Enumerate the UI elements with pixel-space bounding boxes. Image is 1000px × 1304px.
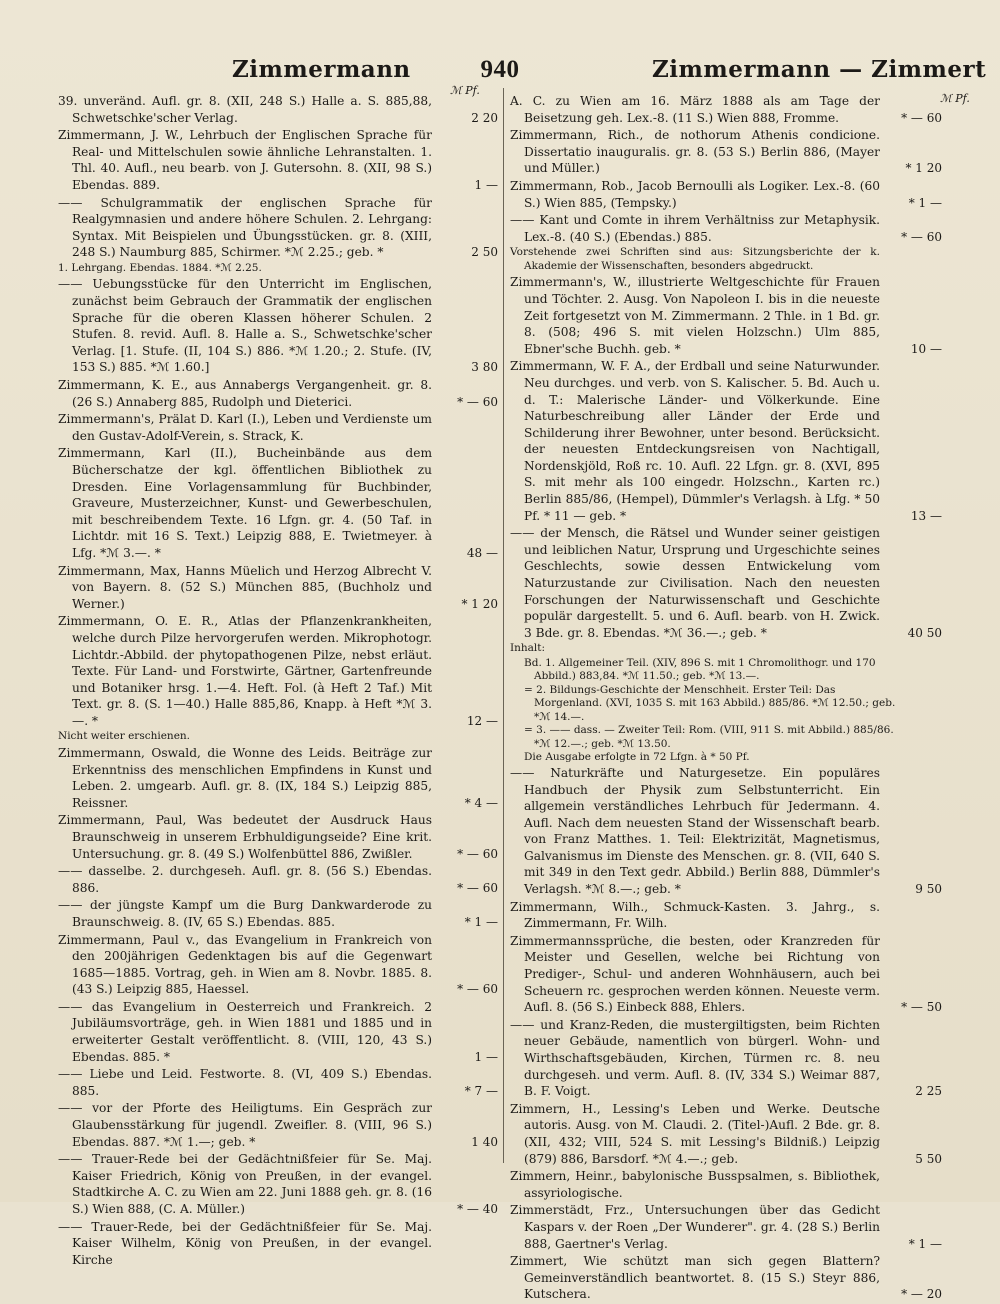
entry-text: Zimmert, Wie schützt man sich gegen Blattern? Gemeinverständlich beantwortet. 8. (15 S.) Steyr 886, Kutschera. (510, 1254, 880, 1302)
entry-text: Zimmermann, Paul v., das Evangelium in Frankreich von den 200jährigen Gedenktagen bis auf die Gegenwart 1685—1885. Vortrag, geh. in Wien am 8. Novbr. 1885. 8. (43 S.) Leipzig 885, Haessel. (58, 932, 432, 997)
running-head-left: Zimmermann (232, 56, 411, 83)
entry-price: * — 20 (901, 1287, 942, 1302)
bibliography-entry (510, 246, 942, 273)
entry-price: * — 60 (457, 846, 498, 861)
bibliography-entry (58, 377, 498, 410)
bibliography-entry (510, 1101, 942, 1167)
bibliography-entry (58, 276, 498, 376)
entry-price: 12 — (466, 713, 498, 728)
entry-price: * 7 — (464, 1083, 498, 1098)
entry-price: 9 50 (915, 882, 942, 897)
bibliography-entry (58, 93, 498, 126)
bibliography-entry (58, 730, 498, 744)
entry-price: * — 60 (457, 394, 498, 409)
bibliography-entry (510, 525, 942, 641)
bibliography-entry (58, 1100, 498, 1150)
bibliography-entry (58, 999, 498, 1065)
contents-volume-line: Die Ausgabe erfolgte in 72 Lfgn. à * 50 Pf. (524, 751, 750, 764)
bibliography-entry (510, 93, 942, 126)
entry-price: 13 — (910, 508, 942, 523)
entry-price: * — 60 (457, 982, 498, 997)
entry-text: —— Trauer-Rede, bei der Gedächtnißfeier für Se. Maj. Kaiser Wilhelm, König von Preußen, in der evangel. Kirche (58, 1219, 432, 1267)
bibliography-entry (58, 1066, 498, 1099)
bibliography-entry (58, 745, 498, 811)
bibliography-entry (58, 563, 498, 613)
entry-price: 1 — (474, 177, 498, 192)
entry-text: Zimmermann, Wilh., Schmuck-Kasten. 3. Jahrg., s. Zimmermann, Fr. Wilh. (510, 899, 880, 931)
entry-price: * 1 20 (905, 161, 942, 176)
entry-price: 5 50 (915, 1151, 942, 1166)
bibliography-entry (58, 812, 498, 862)
entry-text: A. C. zu Wien am 16. März 1888 als am Tage der Beisetzung geh. Lex.-8. (11 S.) Wien 888, Fromme. (510, 94, 880, 125)
entry-price: 48 — (466, 545, 498, 560)
entry-text: Zimmermann, J. W., Lehrbuch der Englischen Sprache für Real- und Mittelschulen sowie ähnliche Lehranstalten. 1. Thl. 40. Aufl., neu bearb. von J. Gutersohn. 8. (XII, 98 S.) Ebendas. 889. (58, 128, 432, 192)
entry-text: —— Liebe und Leid. Festworte. 8. (VI, 409 S.) Ebendas. 885. (58, 1067, 432, 1098)
entry-text: Zimmermann, Karl (II.), Bucheinbände aus dem Bücherschatze der kgl. öffentlichen Bibliothek zu Dresden. Eine Vorlagensammlung für Buchbinder, Graveure, Musterzeichner, Kunst- und Gewerbeschulen, mit beschreibendem Texte. 16 Lfgn. gr. 4. (50 Taf. in Lichtdr. mit 16 S. Text.) Leipzig 888, E. Twietmeyer. à Lfg. *ℳ 3.—. * (58, 446, 432, 560)
entry-text: Zimmern, Heinr., babylonische Busspsalmen, s. Bibliothek, assyriologische. (510, 1169, 880, 1200)
entry-text: Zimmermann, K. E., aus Annabergs Vergangenheit. gr. 8. (26 S.) Annaberg 885, Rudolph und Dieterici. (58, 378, 432, 409)
entry-text: —— und Kranz-Reden, die mustergiltigsten, beim Richten neuer Gebäude, namentlich von bürgerl. Wohn- und Wirthschaftsgebäuden, Kirchen, Türmen rc. 8. neu durchgeseh. und verm. Aufl. 8. (IV, 334 S.) Weimar 887, B. F. Voigt. (510, 1017, 880, 1099)
entry-price: 1 40 (471, 1134, 498, 1149)
bibliography-entry (58, 127, 498, 193)
entry-text: —— das Evangelium in Oesterreich und Frankreich. 2 Jubiläumsvorträge, geh. in Wien 1881 und 1885 und in erweiterter Gestalt veröffentlicht. 8. (VIII, 120, 43 S.) Ebendas. 885. * (58, 999, 432, 1064)
entry-text: Vorstehende zwei Schriften sind aus: Sitzungsberichte der k. Akademie der Wissenschaften, besonders abgedruckt. (510, 246, 880, 272)
bibliography-entry (510, 212, 942, 245)
right-column (510, 93, 942, 1304)
entry-text: —— dasselbe. 2. durchgeseh. Aufl. gr. 8. (56 S.) Ebendas. 886. (58, 864, 432, 895)
bibliography-entry (58, 613, 498, 729)
contents-volume-line: Bd. 1. Allgemeiner Teil. (XIV, 896 S. mit 1 Chromolithogr. und 170 Abbild.) 883,84. *ℳ 11.50.; geb. *ℳ 13.—. (524, 656, 876, 683)
bibliography-entry (510, 1253, 942, 1303)
entry-text: Zimmermann, W. F. A., der Erdball und seine Naturwunder. Neu durchges. und verb. von S. Kalischer. 5. Bd. Auch u. d. T.: Malerische Länder- und Völkerkunde. Eine Naturbeschreibung aller Länder der Erde und Schilderung ihrer Bewohner, unter besond. Berücksicht. der neuesten Entdeckungsreisen von Nachtigall, Nordenskjöld, Roß rc. 10. Aufl. 22 Lfgn. gr. 8. (XVI, 895 S. mit mehr als 100 eingedr. Holzschn., Karten rc.) Berlin 885/86, (Hempel), Dümmler's Verlagsh. à Lfg. * 50 Pf. * 11 — geb. * (510, 359, 880, 523)
entry-text: Zimmerstädt, Frz., Untersuchungen über das Gedicht Kaspars v. der Roen „Der Wunderer". gr. 4. (28 S.) Berlin 888, Gaertner's Verlag. (510, 1203, 880, 1251)
entry-text: Zimmermannssprüche, die besten, oder Kranzreden für Meister und Gesellen, welche bei Richtung von Prediger-, Schul- und anderen Wohnhäusern, auch bei Scheuern rc. gesprochen werden können. Neueste verm. Aufl. 8. (56 S.) Einbeck 888, Ehlers. (510, 933, 880, 1015)
bibliography-entry (510, 933, 942, 1016)
contents-volume-line: = 2. Bildungs-Geschichte der Menschheit. Erster Teil: Das Morgenland. (XVI, 1035 S. mit 163 Abbild.) 885/86. *ℳ 12.50.; geb. *ℳ 14.—. (524, 683, 896, 723)
entry-text: Zimmermann, Oswald, die Wonne des Leids. Beiträge zur Erkenntniss des menschlichen Empfindens in Kunst und Leben. 2. umgearb. Aufl. gr. 8. (IX, 184 S.) Leipzig 885, Reissner. (58, 745, 432, 810)
column-divider (503, 88, 504, 1163)
entry-text: —— Uebungsstücke für den Unterricht im Englischen, zunächst beim Gebrauch der Grammatik der englischen Sprache für die oberen Klassen höherer Schulen. 2 Stufen. 8. revid. Aufl. 8. Halle a. S., Schwetschke'scher Verlag. [1. Stufe. (II, 104 S.) 886. *ℳ 1.20.; 2. Stufe. (IV, 153 S.) 885. *ℳ 1.60.] (58, 277, 432, 375)
bibliography-entry (510, 899, 942, 932)
entry-price: * — 40 (457, 1202, 498, 1216)
running-head-right: Zimmermann — Zimmert (652, 56, 987, 83)
entry-text: Zimmern, H., Lessing's Leben und Werke. Deutsche autoris. Ausg. von M. Claudi. 2. (Titel-)Aufl. 2 Bde. gr. 8. (XII, 432; VIII, 524 S. mit Lessing's Bildniß.) Leipzig (879) 886, Barsdorf. *ℳ 4.—.; geb. (510, 1101, 880, 1166)
bibliography-entry (58, 897, 498, 930)
entry-text: Zimmermann, Paul, Was bedeutet der Ausdruck Haus Braunschweig in unserem Erbhuldigungseide? Eine krit. Untersuchung. gr. 8. (49 S.) Wolfenbüttel 886, Zwißler. (58, 813, 432, 861)
entry-text: Zimmermann's, W., illustrierte Weltgeschichte für Frauen und Töchter. 2. Ausg. Von Napoleon I. bis in die neueste Zeit fortgesetzt von M. Zimmermann. 2 Thle. in 1 Bd. gr. 8. (508; 496 S. mit vielen Holzschn.) Ulm 885, Ebner'sche Buchh. geb. * (510, 275, 880, 356)
entry-price: * — 60 (457, 880, 498, 895)
entry-text: Zimmermann, Max, Hanns Müelich und Herzog Albrecht V. von Bayern. 8. (52 S.) München 885, (Buchholz und Werner.) (58, 563, 432, 611)
currency-head-right: ℳ Pf. (940, 92, 970, 105)
entry-price: 1 — (474, 1049, 498, 1064)
entry-text: Nicht weiter erschienen. (58, 730, 191, 743)
bibliography-entry (510, 1017, 942, 1100)
bibliography-entry (58, 411, 498, 444)
bibliography-entry (510, 642, 942, 656)
entry-text: Zimmermann, Rob., Jacob Bernoulli als Logiker. Lex.-8. (60 S.) Wien 885, (Tempsky.) (510, 178, 880, 210)
left-column (58, 93, 498, 1269)
contents-volume-line: = 3. —— dass. — Zweiter Teil: Rom. (VIII, 911 S. mit Abbild.) 885/86. *ℳ 12.—.; geb. *ℳ 13.50. (524, 724, 894, 750)
entry-text: Inhalt: (510, 642, 546, 655)
entry-price: * — 50 (901, 1000, 942, 1015)
entry-price: * — 60 (901, 110, 942, 125)
entry-text: Zimmermann, O. E. R., Atlas der Pflanzenkrankheiten, welche durch Pilze hervorgerufen werden. Mikrophotogr. Lichtdr.-Abbild. der phytopathogenen Pilze, nebst erläut. Texte. Für Land- und Forstwirte, Gärtner, Gartenfreunde und Botaniker hrsg. 1.—4. Heft. Fol. (à Heft 2 Taf.) Mit Text. gr. 8. (S. 1—40.) Halle 885,86, Knapp. à Heft *ℳ 3.—. * (58, 614, 432, 728)
entry-text: Zimmermann, Rich., de nothorum Athenis condicione. Dissertatio inauguralis. gr. 8. (53 S.) Berlin 886, (Mayer und Müller.) (510, 128, 880, 176)
entry-price: 2 50 (471, 245, 498, 260)
entry-price: 3 80 (471, 360, 498, 375)
entry-price: * 1 — (908, 195, 942, 210)
bibliography-entry (58, 1219, 498, 1269)
bibliography-entry (510, 127, 942, 177)
bibliography-entry (58, 262, 498, 276)
page-number: 940 (480, 56, 520, 83)
entry-price: * 1 — (464, 914, 498, 929)
entry-price: * 1 — (908, 1236, 942, 1251)
entry-price: 10 — (910, 341, 942, 356)
entry-text: —— der Mensch, die Rätsel und Wunder seiner geistigen und leiblichen Natur, Ursprung und Urgeschichte seines Geschlechts, sowie dessen Entwickelung vom Naturzustande zur Civilisation. Nach den neuesten Forschungen der Naturwissenschaft und Geschichte populär dargestellt. 5. und 6. Aufl. bearb. von H. Zwick. 3 Bde. gr. 8. Ebendas. *ℳ 36.—.; geb. * (510, 526, 880, 640)
entry-text: —— der jüngste Kampf um die Burg Dankwarderode zu Braunschweig. 8. (IV, 65 S.) Ebendas. 885. (58, 898, 432, 929)
bibliography-entry (58, 445, 498, 561)
bibliography-entry (58, 1151, 498, 1217)
entry-price: 40 50 (907, 625, 942, 640)
entry-text: —— Naturkräfte und Naturgesetze. Ein populäres Handbuch der Physik zum Selbstunterricht. Ein allgemein verständliches Lehrbuch für Jedermann. 4. Aufl. Nach dem neuesten Stand der Wissenschaft bearb. von Franz Matthes. 1. Teil: Elektrizität, Magnetismus, Galvanismus im Dienste des Menschen. gr. 8. (VII, 640 S. mit 349 in den Text gedr. Abbild.) Berlin 888, Dümmler's Verlagsh. *ℳ 8.—.; geb. * (510, 765, 880, 897)
entry-price: * — 60 (901, 229, 942, 244)
entry-price: 2 20 (471, 110, 498, 125)
entry-text: —— vor der Pforte des Heiligtums. Ein Gespräch zur Glaubensstärkung für jugendl. Zweifler. 8. (VIII, 96 S.) Ebendas. 887. *ℳ 1.—; geb. * (58, 1101, 432, 1149)
currency-head-left: ℳ Pf. (450, 84, 480, 97)
bibliography-entry (58, 863, 498, 896)
bibliography-entry (58, 195, 498, 261)
entry-price: * 4 — (464, 795, 498, 810)
bibliography-entry (510, 1202, 942, 1252)
entry-text: —— Schulgrammatik der englischen Sprache für Realgymnasien und andere höhere Schulen. 2. Lehrgang: Syntax. Mit Beispielen und Übungsstücken. gr. 8. (XIII, 248 S.) Naumburg 885, Schirmer. *ℳ 2.25.; geb. * (58, 195, 432, 260)
bibliography-entry (510, 178, 942, 211)
entry-price: * 1 20 (461, 596, 498, 611)
entry-text: —— Trauer-Rede bei der Gedächtnißfeier für Se. Maj. Kaiser Friedrich, König von Preußen, in der evangel. Stadtkirche A. C. zu Wien am 22. Juni 1888 geh. gr. 8. (16 S.) Wien 888, (C. A. Müller.) (58, 1152, 432, 1216)
entry-text: Zimmermann's, Prälat D. Karl (I.), Leben und Verdienste um den Gustav-Adolf-Verein, s. Strack, K. (58, 412, 432, 443)
entry-text: 1. Lehrgang. Ebendas. 1884. *ℳ 2.25. (58, 261, 262, 274)
entry-price: 2 25 (915, 1084, 942, 1099)
bibliography-entry (510, 358, 942, 524)
entry-text: —— Kant und Comte in ihrem Verhältniss zur Metaphysik. Lex.-8. (40 S.) (Ebendas.) 885. (510, 213, 880, 244)
bibliography-entry (510, 274, 942, 357)
bibliography-entry (510, 765, 942, 898)
bibliography-entry (510, 1168, 942, 1201)
bibliography-entry (58, 932, 498, 998)
entry-text: 39. unveränd. Aufl. gr. 8. (XII, 248 S.) Halle a. S. 885,88, Schwetschke'scher Verlag. (58, 94, 432, 125)
